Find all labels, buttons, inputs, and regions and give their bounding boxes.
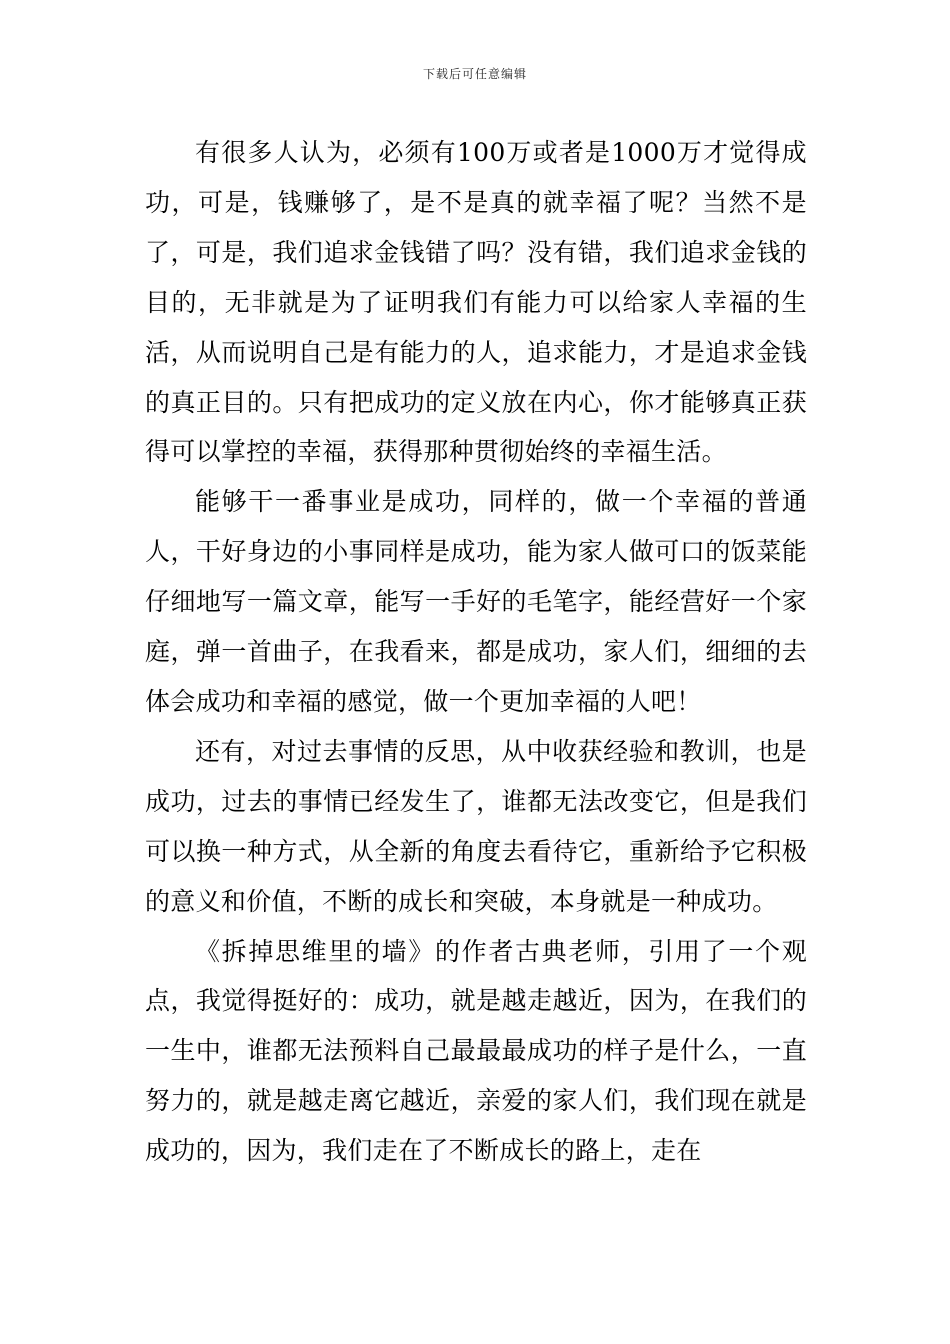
paragraph-2: 能够干一番事业是成功，同样的，做一个幸福的普通人，干好身边的小事同样是成功，能为家人做可口的饭菜能仔细地写一篇文章，能写一手好的毛笔字，能经营好一个家庭，弹一首曲子，在我看来，都是成功，家人们，细细的去体会成功和幸福的感觉，做一个更加幸福的人吧！ <box>145 487 807 716</box>
paragraph-1: 有很多人认为，必须有100万或者是1000万才觉得成功，可是，钱赚够了，是不是真的就幸福了呢？当然不是了，可是，我们追求金钱错了吗？没有错，我们追求金钱的目的，无非就是为了证明我们有能力可以给家人幸福的生活，从而说明自己是有能力的人，追求能力，才是追求金钱的真正目的。只有把成功的定义放在内心，你才能够真正获得可以掌控的幸福，获得那种贯彻始终的幸福生活。 <box>145 138 807 467</box>
paragraph-3: 还有，对过去事情的反思，从中收获经验和教训，也是成功，过去的事情已经发生了，谁都无法改变它，但是我们可以换一种方式，从全新的角度去看待它，重新给予它积极的意义和价值，不断的成长和突破，本身就是一种成功。 <box>145 736 807 916</box>
document-body <box>145 128 807 1176</box>
paragraph-4: 《拆掉思维里的墙》的作者古典老师，引用了一个观点，我觉得挺好的：成功，就是越走越近，因为，在我们的一生中，谁都无法预料自己最最最成功的样子是什么，一直努力的，就是越走离它越近，亲爱的家人们，我们现在就是成功的，因为，我们走在了不断成长的路上，走在 <box>145 936 807 1166</box>
page-header-note: 下载后可任意编辑 <box>422 67 527 81</box>
